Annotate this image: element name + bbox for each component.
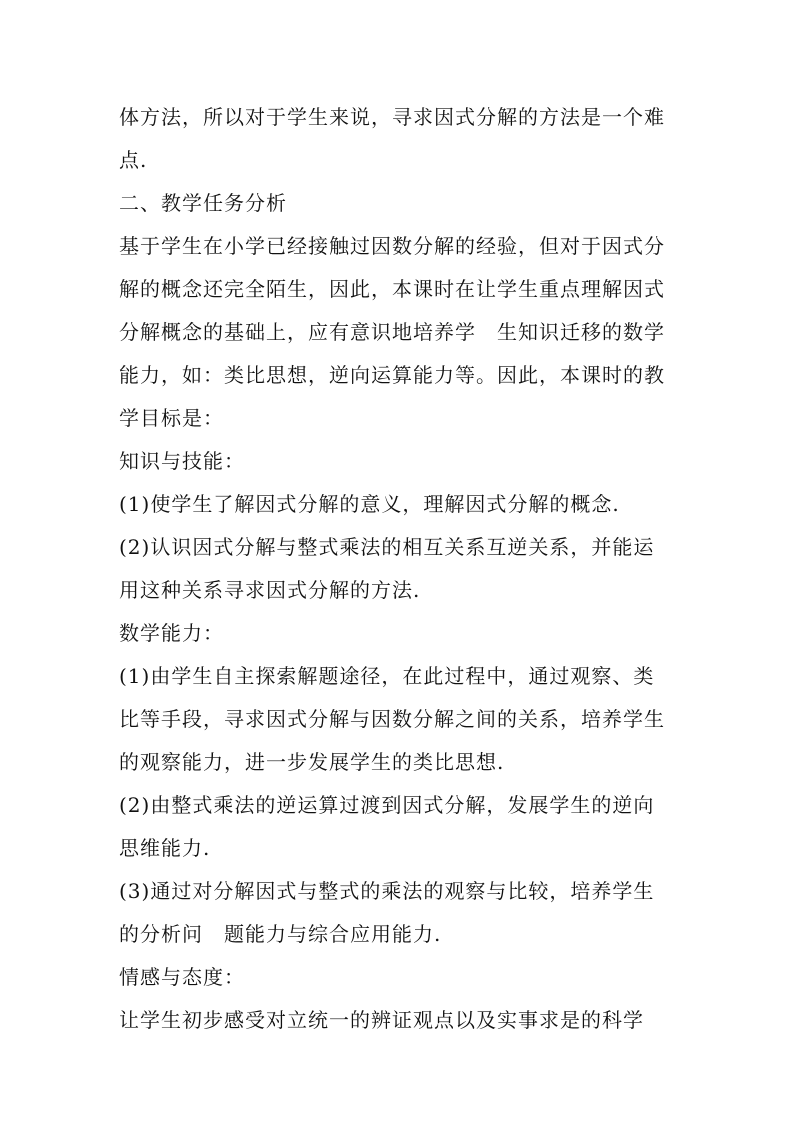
text-line: 让学生初步感受对立统一的辨证观点以及实事求是的科学 <box>119 1008 644 1032</box>
list-item: (1)由学生自主探索解题途径，在此过程中，通过观察、类 <box>119 664 655 688</box>
section-heading: 二、教学任务分析 <box>119 191 287 215</box>
document-body <box>119 96 679 1042</box>
text-line: 分解概念的基础上，应有意识地培养学 生知识迁移的数学 <box>119 320 665 344</box>
list-item: (2)认识因式分解与整式乘法的相互关系互逆关系，并能运 <box>119 535 655 559</box>
subheading: 情感与态度： <box>119 965 245 989</box>
text-line: 能力，如：类比思想，逆向运算能力等。因此，本课时的教 <box>119 363 665 387</box>
text-line: 体方法，所以对于学生来说，寻求因式分解的方法是一个难 <box>119 105 665 129</box>
list-item: (1)使学生了解因式分解的意义，理解因式分解的概念. <box>119 492 620 516</box>
list-item: (3)通过对分解因式与整式的乘法的观察与比较，培养学生 <box>119 879 655 903</box>
subheading: 知识与技能： <box>119 449 245 473</box>
list-item: (2)由整式乘法的逆运算过渡到因式分解，发展学生的逆向 <box>119 793 655 817</box>
text-line: 用这种关系寻求因式分解的方法. <box>119 578 421 602</box>
text-line: 点. <box>119 148 148 172</box>
text-line: 基于学生在小学已经接触过因数分解的经验，但对于因式分 <box>119 234 665 258</box>
text-line: 的分析问 题能力与综合应用能力. <box>119 922 442 946</box>
text-line: 解的概念还完全陌生，因此，本课时在让学生重点理解因式 <box>119 277 665 301</box>
subheading: 数学能力： <box>119 621 224 645</box>
text-line: 比等手段，寻求因式分解与因数分解之间的关系，培养学生 <box>119 707 665 731</box>
text-line: 学目标是： <box>119 406 224 430</box>
text-line: 的观察能力，进一步发展学生的类比思想. <box>119 750 505 774</box>
text-line: 思维能力. <box>119 836 211 860</box>
